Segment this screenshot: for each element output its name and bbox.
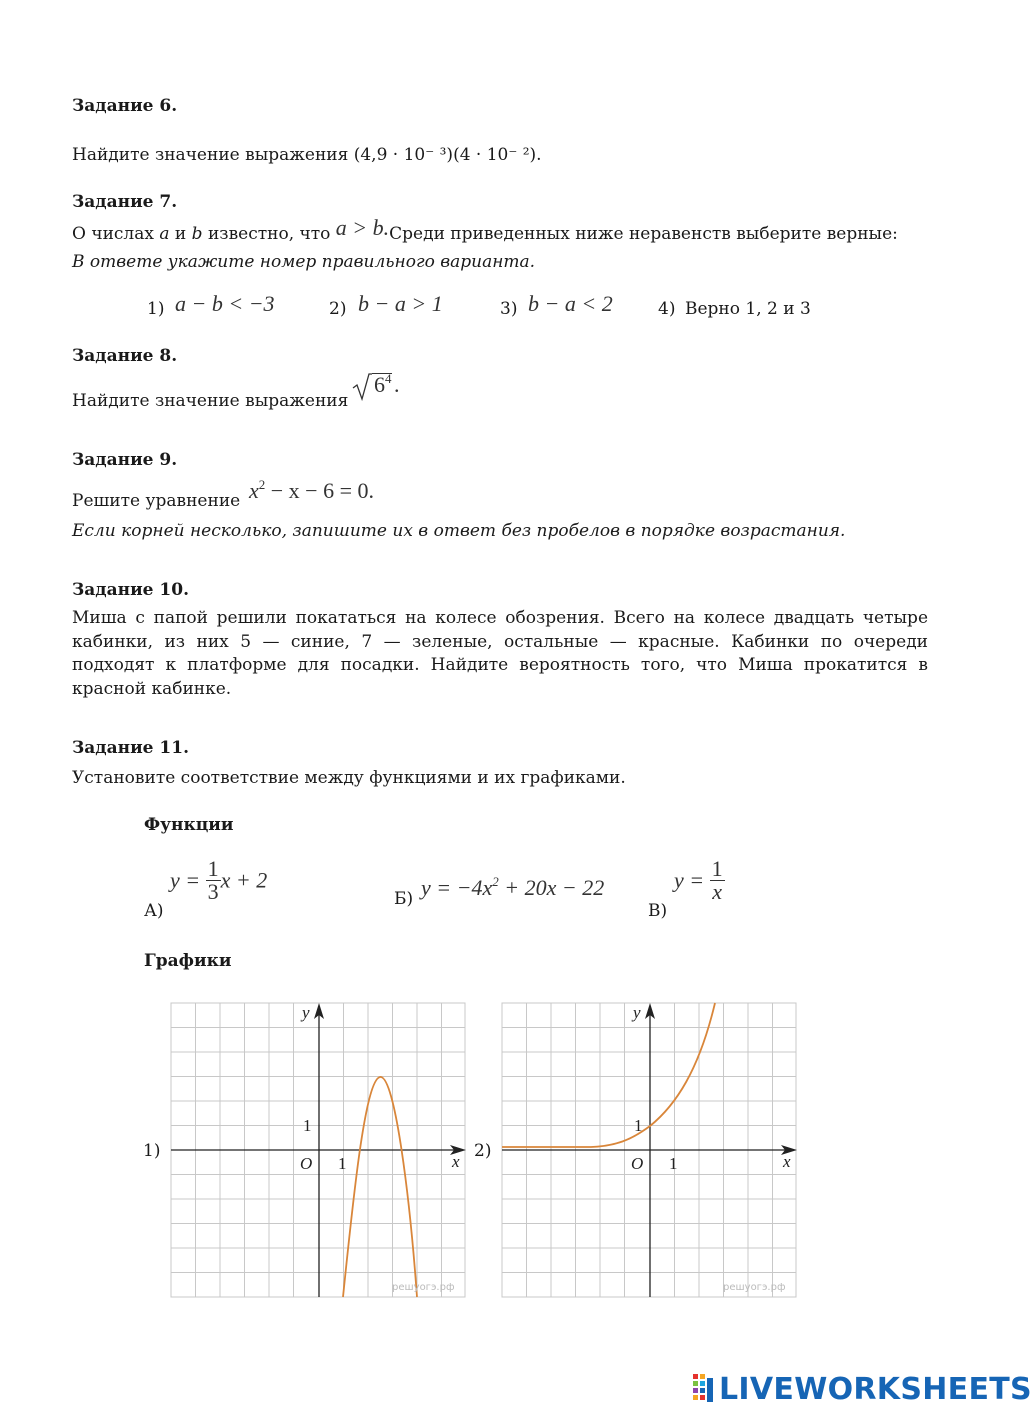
task8-text: Найдите значение выражения [72,391,349,411]
graph-2-x-label: x [783,1152,791,1171]
task11-title: Задание 11. [72,738,189,758]
task7-condition: a > b. [335,215,390,240]
graph-1-curve [343,1077,417,1297]
task9-eq-pow: 2 [258,477,266,492]
task7-option-2-expr: b − a > 1 [358,291,443,316]
function-a-label: А) [144,901,164,921]
task7-option-1-num: 1) [147,299,165,319]
task11-text: Установите соответствие между функциями и их графиками. [72,768,626,788]
task7-option-4-num: 4) [658,299,676,319]
task7-option-2-num: 2) [329,299,347,319]
graph-2 [501,1000,798,1298]
function-a-den: 3 [207,879,219,904]
graph-1-tick-x: 1 [338,1154,347,1173]
task7-text-2: и [174,224,187,244]
function-b-rest: + 20x − 22 [504,875,605,900]
liveworksheets-logo-text: LIVEWORKSHEETS [719,1372,1032,1407]
task9-note: Если корней несколько, запишите их в ответ без пробелов в порядке возрастания. [72,521,846,541]
graph-2-origin: O [631,1154,644,1173]
functions-heading: Функции [144,815,234,835]
function-a-num: 1 [207,856,219,881]
task9-eq-var: x [249,478,259,503]
task7-var-a: a [159,224,170,244]
graph-2-watermark: решуогэ.рф [723,1282,786,1293]
graph-1-x-label: x [452,1152,460,1171]
task7-text-1: О числах [72,224,154,244]
task8-radicand: 6 [374,372,385,397]
task7-option-3-expr: b − a < 2 [528,291,613,316]
task7-option-4-expr: Верно 1, 2 и 3 [685,299,811,319]
function-a-formula [170,858,267,903]
function-v-formula [674,858,725,903]
graph-1 [170,1000,467,1298]
function-v-den: x [712,879,722,904]
task7-statement [72,215,898,245]
task8-end: . [394,372,400,397]
task10-text: Миша с папой решили покататься на колесе обозрения. Всего на колесе двадцать четыре кабинки, из них 5 — синие, 7 — зеленые, остальные — красные. Кабинки по очереди подходят к платформе для посадки. Найдите вероятность того, что Миша прокатится в красной кабинке. [72,608,928,699]
graph-2-tick-y: 1 [634,1116,643,1135]
liveworksheets-logo-icon [693,1374,715,1406]
task7-text-3: известно, что [207,224,331,244]
function-b-pow: 2 [492,874,499,889]
task9-equation [249,478,374,504]
function-a-rest: x + 2 [220,867,268,893]
graph-2-y-label: y [633,1003,641,1022]
task9-title: Задание 9. [72,450,178,470]
graph-1-origin: O [300,1154,313,1173]
graph-1-tick-y: 1 [303,1116,312,1135]
task8-title: Задание 8. [72,346,178,366]
function-v-num: 1 [711,856,723,881]
function-a-y: y = [170,867,201,893]
task6-title: Задание 6. [72,96,178,116]
graph-1-y-label: y [302,1003,310,1022]
graph-1-watermark: решуогэ.рф [392,1282,455,1293]
task8-power: 4 [385,371,392,386]
task10-title: Задание 10. [72,580,189,600]
function-b-label: Б) [394,889,414,909]
task7-var-b: b [191,224,203,244]
sqrt-sign-icon [352,372,372,402]
task6-text: Найдите значение выражения (4,9 · 10⁻ ³)(4 · 10⁻ ²). [72,145,542,165]
graph-1-label: 1) [143,1141,161,1161]
graph-2-label: 2) [474,1141,492,1161]
task9-eq-rest: − x − 6 = 0. [270,478,374,503]
graph-2-tick-x: 1 [669,1154,678,1173]
function-b-formula [421,875,604,901]
function-v-y: y = [674,867,705,893]
task7-option-1-expr: a − b < −3 [175,291,275,316]
task9-text: Решите уравнение [72,491,241,511]
function-b-y: y = −4x [421,875,493,900]
task7-text-4: Среди приведенных ниже неравенств выберите верные: [389,224,898,244]
graphs-heading: Графики [144,951,232,971]
task7-title: Задание 7. [72,192,178,212]
task7-option-3-num: 3) [500,299,518,319]
task7-note: В ответе укажите номер правильного варианта. [72,252,536,272]
function-v-label: В) [648,901,668,921]
